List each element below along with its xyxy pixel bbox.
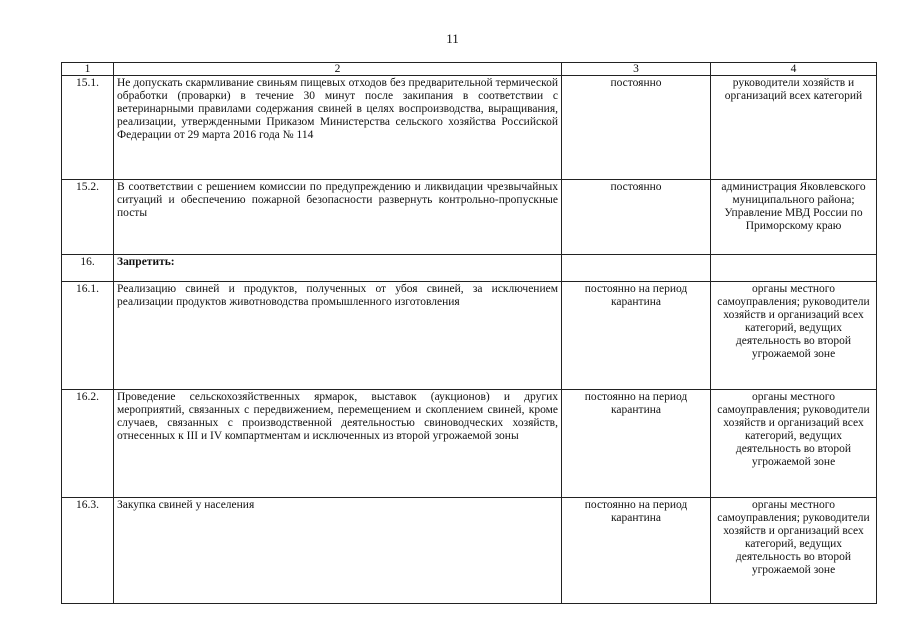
item-responsible: руководители хозяйств и организаций всех категорий (711, 76, 877, 180)
item-number: 16.1. (62, 282, 114, 390)
item-number: 16.3. (62, 498, 114, 604)
item-term: постоянно на период карантина (562, 390, 711, 498)
item-text: Запретить: (114, 255, 562, 282)
item-text: Реализацию свиней и продуктов, полученных от убоя свиней, за исключением реализации продуктов животноводства промышленного изготовления (114, 282, 562, 390)
table-row (62, 76, 877, 180)
item-term: постоянно на период карантина (562, 498, 711, 604)
item-text: В соответствии с решением комиссии по предупреждению и ликвидации чрезвычайных ситуаций и обеспечению пожарной безопасности развернуть контрольно-пропускные посты (114, 180, 562, 255)
item-responsible: администрация Яковлевского муниципального района; Управление МВД России по Приморскому краю (711, 180, 877, 255)
item-text: Проведение сельскохозяйственных ярмарок, выставок (аукционов) и других мероприятий, связанных с передвижением, перемещением и скоплением свиней, кроме случаев, связанных с производственной деятельностью свиноводческих хозяйств, отнесенных к III и IV компартментам и исключенных из второй угрожаемой зоны (114, 390, 562, 498)
table-row (62, 282, 877, 390)
column-header: 3 (562, 63, 711, 76)
item-term (562, 255, 711, 282)
item-responsible: органы местного самоуправления; руководители хозяйств и организаций всех категорий, ведущих деятельность во второй угрожаемой зоне (711, 498, 877, 604)
item-number: 15.2. (62, 180, 114, 255)
item-text: Не допускать скармливание свиньям пищевых отходов без предварительной термической обработки (проварки) в течение 30 минут после закипания в соответствии с ветеринарными правилами содержания свиней в целях воспроизводства, выращивания, реализации, утвержденными Приказом Министерства сельского хозяйства Российской Федерации от 29 марта 2016 года № 114 (114, 76, 562, 180)
column-header: 2 (114, 63, 562, 76)
item-term: постоянно (562, 180, 711, 255)
item-term: постоянно (562, 76, 711, 180)
table-row (62, 180, 877, 255)
item-responsible (711, 255, 877, 282)
column-header: 1 (62, 63, 114, 76)
item-text: Закупка свиней у населения (114, 498, 562, 604)
table-header-row (62, 63, 877, 76)
item-responsible: органы местного самоуправления; руководители хозяйств и организаций всех категорий, ведущих деятельность во второй угрожаемой зоне (711, 390, 877, 498)
column-header: 4 (711, 63, 877, 76)
table-row (62, 390, 877, 498)
item-number: 15.1. (62, 76, 114, 180)
table-row (62, 255, 877, 282)
item-term: постоянно на период карантина (562, 282, 711, 390)
item-number: 16. (62, 255, 114, 282)
page-number: 11 (446, 31, 459, 46)
item-number: 16.2. (62, 390, 114, 498)
item-responsible: органы местного самоуправления; руководители хозяйств и организаций всех категорий, ведущих деятельность во второй угрожаемой зоне (711, 282, 877, 390)
table-row (62, 498, 877, 604)
measures-table (61, 62, 877, 604)
